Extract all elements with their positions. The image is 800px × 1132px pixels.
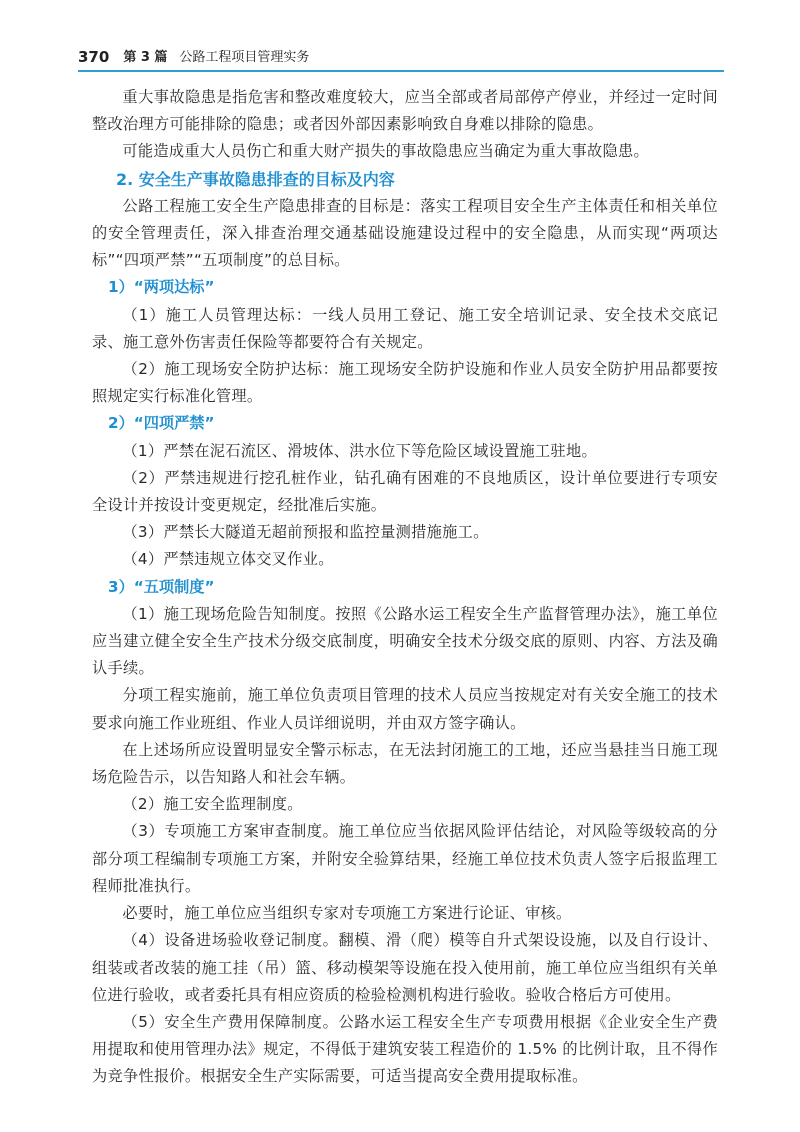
paragraph: （1）严禁在泥石流区、滑坡体、洪水位下等危险区域设置施工驻地。 — [122, 441, 597, 460]
paragraph: 分项工程实施前，施工单位负责项目管理的技术人员应当按规定对有关安全施工的技术要求向施工作业班组、作业人员详细说明，并由双方签字确认。 — [92, 686, 718, 732]
page-body — [92, 84, 718, 1091]
page-number: 370 — [78, 48, 110, 66]
paragraph: （1）施工人员管理达标：一线人员用工登记、施工安全培训记录、安全技术交底记录、施工意外伤害责任保险等都要符合有关规定。 — [92, 305, 718, 351]
part-title: 公路工程项目管理实务 — [179, 50, 310, 65]
paragraph: （4）严禁违规立体交叉作业。 — [122, 550, 334, 569]
page-header — [78, 40, 724, 72]
paragraph: （1）施工现场危险告知制度。按照《公路水运工程安全生产监督管理办法》，施工单位应当建立健全安全生产技术分级交底制度，明确安全技术分级交底的原则、内容、方法及确认手续。 — [92, 604, 718, 678]
part-label: 第 3 篇 — [123, 50, 168, 65]
paragraph: 公路工程施工安全生产隐患排查的目标是：落实工程项目安全生产主体责任和相关单位的安全管理责任，深入排查治理交通基础设施建设过程中的安全隐患，从而实现“两项达标”“四项严禁”“五项制度”的总目标。 — [92, 196, 718, 270]
section-heading: 2. 安全生产事故隐患排查的目标及内容 — [116, 169, 395, 189]
paragraph: 重大事故隐患是指危害和整改难度较大，应当全部或者局部停产停业，并经过一定时间整改治理方可能排除的隐患；或者因外部因素影响致自身难以排除的隐患。 — [92, 88, 718, 134]
paragraph: （2）施工现场安全防护达标：施工现场安全防护设施和作业人员安全防护用品都要按照规定实行标准化管理。 — [92, 360, 718, 406]
paragraph: （2）施工安全监理制度。 — [122, 795, 303, 814]
paragraph: （3）专项施工方案审查制度。施工单位应当依据风险评估结论，对风险等级较高的分部分项工程编制专项施工方案，并附安全验算结果，经施工单位技术负责人签字后报监理工程师批准执行。 — [92, 822, 718, 895]
paragraph: （3）严禁长大隧道无超前预报和监控量测措施施工。 — [122, 523, 489, 542]
paragraph: 必要时，施工单位应当组织专家对专项施工方案进行论证、审核。 — [122, 904, 572, 923]
subsection-heading: 1）“两项达标” — [108, 278, 215, 297]
subsection-heading: 3）“五项制度” — [108, 577, 215, 596]
paragraph: （5）安全生产费用保障制度。公路水运工程安全生产专项费用根据《企业安全生产费用提取和使用管理办法》规定，不得低于建筑安装工程造价的 1.5% 的比例计取，且不得作为竞争性报价。根据安全生产实际需要，可适当提高安全费用提取标准。 — [92, 1012, 718, 1086]
paragraph: （2）严禁违规进行挖孔桩作业，钻孔确有困难的不良地质区，设计单位要进行专项安全设计并按设计变更规定，经批准后实施。 — [92, 468, 718, 515]
paragraph: （4）设备进场验收登记制度。翻模、滑（爬）模等自升式架设设施，以及自行设计、组装或者改装的施工挂（吊）篮、移动模架等设施在投入使用前，施工单位应当组织有关单位进行验收，或者委托具有相应资质的检验检测机构进行验收。验收合格后方可使用。 — [92, 931, 718, 1004]
paragraph: 可能造成重大人员伤亡和重大财产损失的事故隐患应当确定为重大事故隐患。 — [122, 142, 649, 161]
paragraph: 在上述场所应设置明显安全警示标志，在无法封闭施工的工地，还应当悬挂当日施工现场危险告示，以告知路人和社会车辆。 — [92, 740, 718, 787]
subsection-heading: 2）“四项严禁” — [108, 414, 215, 433]
